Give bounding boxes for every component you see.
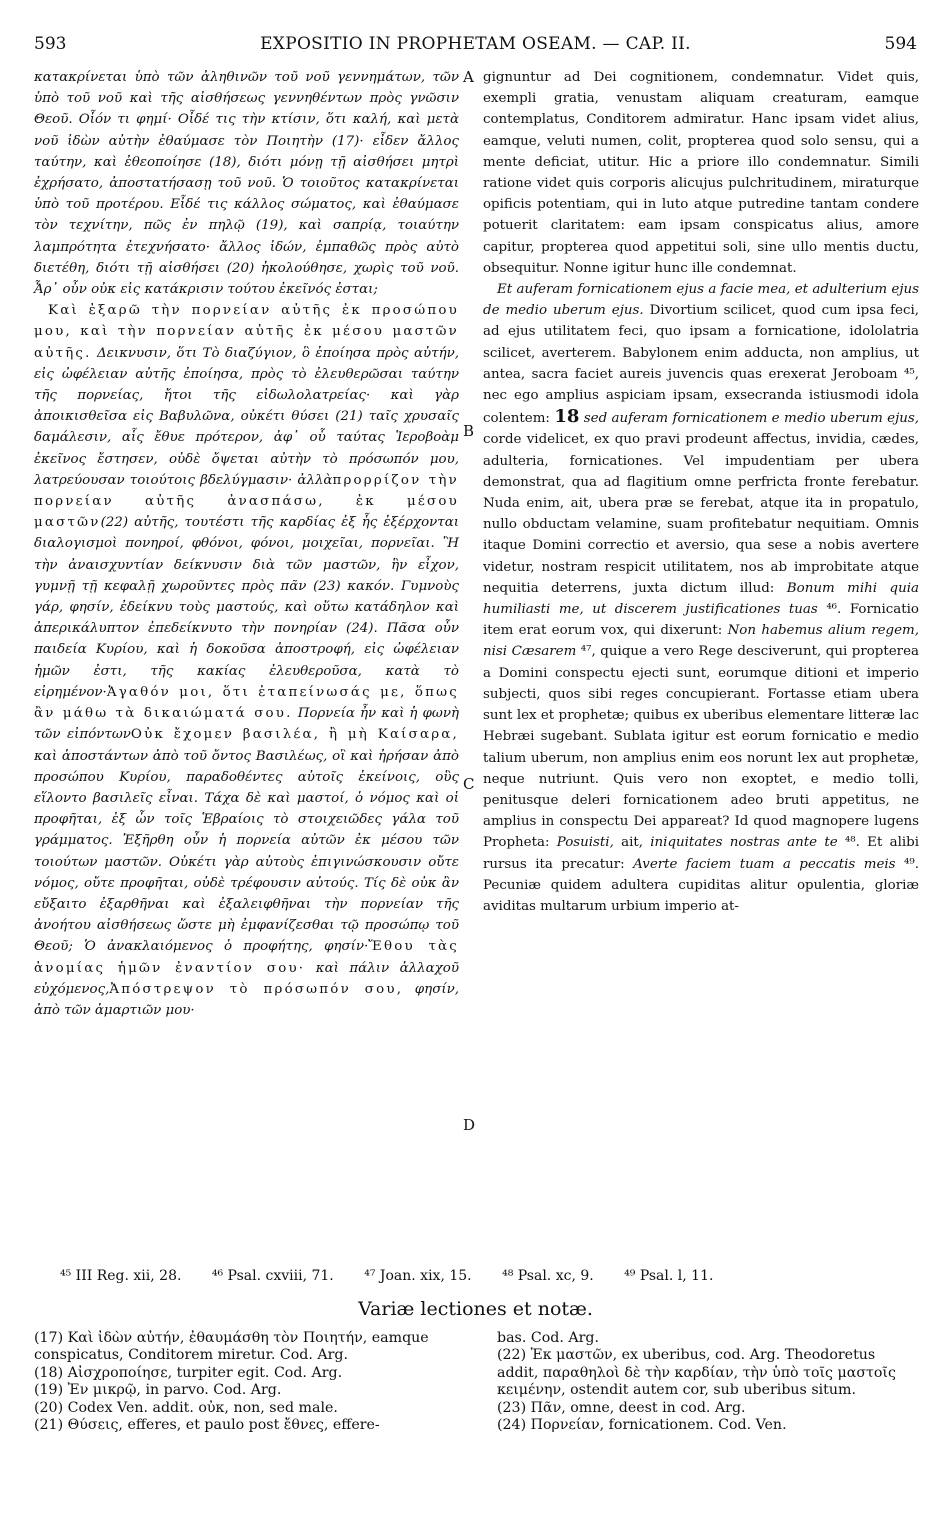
quote-italic: sed auferam fornicationem e medio uberum ejus, <box>579 411 919 427</box>
lemma-italic: Et auferam fornicationem ejus a facie mea, et adulterium ejus de medio uberum ejus. <box>483 282 919 319</box>
text-segment: ⁴⁹. Pecuniæ quidem adultera cupiditas alitur opulentia, gloriæ aviditas multarum urbium imperio at- <box>483 856 919 914</box>
variae-lectiones-title: Variæ lectiones et notæ. <box>358 1298 593 1320</box>
note-item: (24) Πορνείαν, fornicationem. Cod. Ven. <box>497 1417 787 1434</box>
footnote-ref: ⁴⁶ Psal. cxviii, 71. <box>211 1268 334 1284</box>
text-segment: ⁴⁸. Et alibi rursus ita precatur: <box>483 835 919 872</box>
quote-spaced: Ἔθου τὰς ἀνομίας ἡμῶν ἐναντίον σου· <box>34 939 459 976</box>
note-item: (23) Πᾶν, omne, deest in cod. Arg. <box>497 1399 746 1416</box>
running-title: EXPOSITIO IN PROPHETAM OSEAM. — CAP. II. <box>260 34 691 54</box>
text-segment: ⁴⁷, quique a vero Rege desciverunt, qui propterea a Domini conspectu ejecti sunt, eorumque ditioni et imperio subjecti, quos sibi reges concupierant. Fortasse etiam ubera sunt lex et prophetæ; quibus ex uberibus elementare litteræ lac Hebræi sugebant. Sublata igitur est eorum fornicatio e medio talium uberum, non amplius enim eos norunt lex aut prophetæ, neque nutriunt. Quis vero non exoptet, e medio tolli, penitusque deleri fornicationem adeo bruti appetitus, ne amplius in conspectu Dei appareat? Id quod magnopere lugens Propheta: <box>483 644 919 851</box>
footnote-ref: ⁴⁸ Psal. xc, 9. <box>502 1268 594 1284</box>
note-item: (20) Codex Ven. addit. οὐκ, non, sed male. <box>34 1399 338 1416</box>
footnote-ref: ⁴⁵ III Reg. xii, 28. <box>60 1268 182 1284</box>
note-item: (17) Καὶ ἰδὼν αὐτήν, ἐθαυμάσθη τὸν Ποιητήν, eamque conspicatus, Conditorem miretur. Cod. Arg. <box>34 1330 429 1364</box>
latin-column <box>483 67 919 917</box>
text-segment: Πορνεία ἦν καὶ ἡ φωνὴ τῶν εἰπόντων <box>34 706 459 743</box>
note-item: (18) Αἰσχροποίησε, turpiter egit. Cod. Arg. <box>34 1364 343 1381</box>
quote-italic: iniquitates nostras ante te <box>650 835 838 851</box>
notes-right-column <box>497 1330 921 1434</box>
greek-paragraph-2 <box>34 300 459 1021</box>
text-segment: ait, <box>613 835 651 851</box>
text-segment: corde videlicet, ex quo pravi prodeunt affectus, invidia, cædes, adulteria, fornicationes. Vel impudentiam per ubera demonstrat, qua ad flagitium omne perfricta fronte ferebatur. Nuda enim, ait, ubera præ se ferebat, atque ita in propatulo, nullo obductam velamine, suam profitebatur nequitiam. Omnis itaque Domini correctio et aversio, qua sese a nobis avertere videtur, nostram respicit utilitatem, nos ab improbitate atque nequitia deterrens, juxta dictum illud: <box>483 432 919 596</box>
text-segment: ⁴⁶. Fornicatio item erat eorum vox, qui dixerunt: <box>483 602 919 639</box>
text-segment: φησίν, ἀπὸ τῶν ἁμαρτιῶν μου· <box>34 981 459 1018</box>
lemma-spaced: Καὶ ἐξαρῶ τὴν πορνείαν αὐτῆς ἐκ προσώπου μου, καὶ τὴν πορνείαν αὐτῆς ἐκ μέσου μαστῶν αὐτῆς. <box>34 303 459 361</box>
margin-letter-b: B <box>463 422 475 440</box>
quote-italic: Bonum mihi quia humiliasti me, ut discerem justificationes tuas <box>483 580 920 618</box>
notes-left-column <box>34 1330 459 1434</box>
latin-paragraph-1: gignuntur ad Dei cognitionem, condemnatur. Videt quis, exempli gratia, venustam aliquam creaturam, eamque contemplatus, Conditorem admiratur. Hanc ipsam videt alius, eamque, veluti numen, colit, propterea quod solo sensu, qui a mente deficiat, utitur. Hic a priore illo condemnatur. Simili ratione videt quis corporis alicujus pulchritudinem, miraturque opificis potentiam, qui in luto atque putredine tantam condere potuerit claritatem: eam ipsam conspicatus alius, amore capitur, propterea quod appetitui soli, sine ullo mentis ductu, obsequitur. Nonne igitur hunc ille condemnat. <box>483 70 919 276</box>
greek-column <box>34 67 459 1021</box>
note-item: (19) Ἐν μικρῷ, in parvo. Cod. Arg. <box>34 1382 282 1399</box>
text-segment: Divortium scilicet, quod cum ipsa feci, ad ejus utilitatem feci, quo ipsam a fornicatione, idololatria scilicet, averterem. Babylonem enim adducta, non amplius, ut antea, sacra faciet aureis juvencis quas erexerat Jeroboam ⁴⁵, nec ego amplius aspiciam ipsam, exsecranda istiusmodi idola colentem: <box>483 303 919 427</box>
section-number: 18 <box>554 406 580 428</box>
latin-paragraph-2 <box>483 279 919 917</box>
footnote-references <box>60 1268 911 1284</box>
margin-letter-d: D <box>463 1116 476 1134</box>
page-number-right: 594 <box>884 34 917 54</box>
note-item: (21) Θύσεις, efferes, et paulo post ἔθνες, effere- <box>34 1417 380 1434</box>
page-number-left: 593 <box>34 34 67 54</box>
margin-letter-c: C <box>463 775 475 793</box>
text-segment: (22) αὐτῆς, τουτέστι τῆς καρδίας ἐξ ἧς ἐξέρχονται διαλογισμοὶ πονηροί, φθόνοι, φόνοι, μοιχεῖαι, πορνεῖαι. Ἢ τὴν ἀναισχυντίαν δείκνυσιν διὰ τῶν μαστῶν, ἣν εἶχον, γυμνῇ τῇ κεφαλῇ χωροῦντες πρὸς πᾶν (23) κακόν. Γυμνοὺς γάρ, φησίν, ἐδείκνυ τοὺς μαστούς, καὶ οὕτω κατάδηλον καὶ ἀπερικάλυπτον ἐπεδείκνυτο τὴν πονηρίαν (24). Πᾶσα οὖν παιδεία Κυρίου, καὶ ἡ δοκοῦσα ἀποστροφή, εἰς ὠφέλειαν ἡμῶν ἐστι, τῆς κακίας ἐλευθεροῦσα, κατὰ τὸ εἰρημένον· <box>34 515 459 700</box>
quote-spaced: Οὐκ ἔχομεν βασιλέα, ἢ μὴ Καίσαρα, <box>130 727 459 743</box>
quote-spaced: Ἀπόστρεψον τὸ πρόσωπόν σου, <box>109 981 404 997</box>
quote-spaced: προρρίζον τὴν πορνείαν αὐτῆς ἀνασπάσω, ἐκ μέσου μαστῶν <box>34 472 459 531</box>
margin-letter-a: A <box>463 68 474 86</box>
note-item: bas. Cod. Arg. <box>497 1330 599 1346</box>
footnote-ref: ⁴⁹ Psal. l, 11. <box>624 1268 714 1284</box>
footnote-ref: ⁴⁷ Joan. xix, 15. <box>364 1268 472 1284</box>
note-item: (22) Ἐκ μαστῶν, ex uberibus, cod. Arg. Theodoretus addit, παραθηλοὶ δὲ τὴν καρδίαν, τὴν ὑπὸ τοῖς μαστοῖς κειμένην, ostendit autem cor, sub uberibus situm. <box>497 1347 896 1399</box>
text-segment: καὶ ἀποστάντων ἀπὸ τοῦ ὄντος Βασιλέως, οἳ καὶ ἠρήσαν ἀπὸ προσώπου Κυρίου, παραδοθέντες αὐτοῖς ἐκείνοις, οὓς εἵλοντο βασιλεῖς εἶναι. Τάχα δὲ καὶ μαστοί, ὁ νόμος καὶ οἱ προφῆται, ἐξ ὧν τοῖς Ἑβραίοις τὸ στοιχειῶδες γάλα τοῦ γράμματος. Ἐξῆρθη οὖν ἡ πορνεία αὐτῶν ἐκ μέσου τῶν τοιούτων μαστῶν. Οὐκέτι γὰρ αὐτοὺς ἐπιγινώσκουσιν οὔτε νόμος, οὔτε προφῆται, οὐδὲ τρέφουσιν αὐτούς. Τίς δὲ οὐκ ἂν εὔξαιτο ἐξαρθῆναι καὶ ἐξαλειφθῆναι τὴν πορνείαν τῆς ἀνοήτου αἰσθήσεως ὥστε μὴ ἐμφανίζεσθαι τῷ προσώπῳ τοῦ Θεοῦ; Ὁ ἀνακλαιόμενος ὁ προφήτης, φησίν· <box>34 748 459 955</box>
page-header <box>34 34 917 62</box>
text-segment: καὶ πάλιν ἀλλαχοῦ εὐχόμενος, <box>34 960 459 997</box>
quote-italic: Posuisti, <box>556 835 614 851</box>
text-segment: Δεικνυσιν, ὅτι Τὸ διαζύγιον, ὃ ἐποίησα πρὸς αὐτήν, εἰς ὠφέλειαν αὐτῆς ἐποίησα, πρὸς τὸ ἐλευθερῶσαι ταύτην τῆς πορνείας, ἤτοι τῆς εἰδωλολατρείας· καὶ γὰρ ἀποικισθεῖσα εἰς Βαβυλῶνα, οὐκέτι θύσει (21) ταῖς χρυσαῖς δαμάλεσιν, αἷς ἔθυε πρότερον, ἀφ᾽ οὗ ταύτας Ἱεροβοὰμ ἐκεῖνος ἔστησεν, οὐδὲ ὄψεται αὐτὴν τὸ πρόσωπόν μου, λατρεύουσαν τοιούτοις βδελύγμασιν· ἀλλὰ <box>34 345 459 488</box>
greek-paragraph-1: κατακρίνεται ὑπὸ τῶν ἀληθινῶν τοῦ νοῦ γεννημάτων, τῶν ὑπὸ τοῦ νοῦ καὶ τῆς αἰσθήσεως γεννηθέντων πρὸς γνῶσιν Θεοῦ. Οἷόν τι φημί· Οἶδέ τις τὴν κτίσιν, ὅτι καλή, καὶ μετὰ νοῦ ἰδὼν αὐτὴν ἐθαύμασε τὸν Ποιητὴν (17)· εἶδεν ἄλλος ταύτην, καὶ ἐθεοποίησε (18), διότι μόνῃ τῇ αἰσθήσει μητρὶ ἐχρήσατο, ἀποστατήσασῃ τοῦ νοῦ. Ὁ τοιοῦτος κατακρίνεται ὑπὸ τοῦ προτέρου. Εἶδέ τις κάλλος σώματος, καὶ ἐθαύμασε τὸν τεχνίτην, πῶς ἐν πηλῷ (19), καὶ σαπρίᾳ, τοιαύτην λαμπρότητα ἐτεχνήσατο· ἄλλος ἰδών, ἐμπαθῶς πρὸς αὐτὸ διετέθη, διότι τῇ αἰσθήσει (20) ἠκολούθησε, χωρὶς τοῦ νοῦ. Ἆρ᾽ οὖν οὐκ εἰς κατάκρισιν τούτου ἐκεῖνός ἐσται; <box>34 70 459 298</box>
quote-spaced: Ἀγαθόν μοι, ὅτι ἐταπείνωσάς με, ὅπως ἂν μάθω τὰ δικαιώματά σου. <box>34 684 459 722</box>
quote-italic: Averte faciem tuam a peccatis meis <box>633 856 896 872</box>
quote-italic: Non habemus alium regem, nisi Cæsarem <box>483 623 919 660</box>
